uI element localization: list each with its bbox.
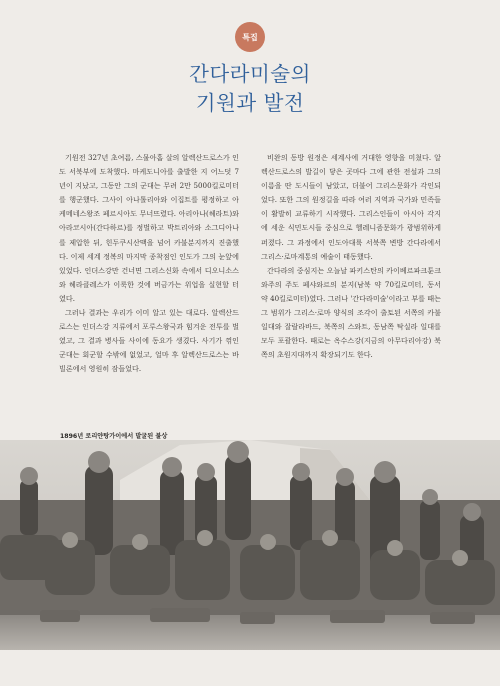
title-line-1: 간다라미술의 xyxy=(189,62,311,86)
body-paragraph: 그러나 결과는 우리가 이미 알고 있는 대로다. 알렉산드로스는 인더스강 지류에서 포루스왕국과 힘겨운 전투를 벌였고, 그 결과 병사들 사이에 동요가 생겼다. 사기가 꺾인 군대는 회군할 수밖에 없었고, 얼마 후 알렉산드로스는 바빌론에서 영원히 잠들었다. xyxy=(59,308,239,374)
article-body xyxy=(59,151,441,416)
body-paragraph: 비완의 동방 원정은 세계사에 거대한 영향을 미쳤다. 알렉산드로스의 발길이 닿은 곳마다 그에 관한 전설과 그의 이름을 딴 도시들이 남았고, 더불어 그리스문화가 각인되었다. 또한 그의 원정길을 따라 여러 지역과 국가와 민족들이 활발히 교류하기 시작했다. 그리스인들이 아시아 각지에 세운 식민도시들 중심으로 헬레니즘문화가 광범위하게 퍼졌다. 그 과정에서 인도아대륙 서북쪽 변방 간다라에서 그리스·로마계통의 예술이 태동했다. xyxy=(261,153,441,261)
body-paragraph: 기원전 327년 초여름, 스물아홉 살의 알렉산드로스가 인도 서북부에 도착했다. 마케도니아를 출발한 지 어느덧 7년이 지났고, 그동안 그의 군대는 무려 2만 5000킬로미터를 행군했다. 그사이 아나톨리아와 이집트를 평정하고 아케메네스왕조 페르시아도 무너뜨렸다. 아리아나(헤라트)와 아라코시아(간다하르)를 정벌하고 박트리아와 소그디아나를 제압한 뒤, 힌두쿠시산맥을 넘어 카불분지까지 진출했다. 이제 세계 정복의 마지막 종착점인 인도가 그의 눈앞에 있었다. 인더스강만 건너면 그리스신화 속에서 디오니소스와 헤라클레스가 이룩한 것에 버금가는 위업을 실현할 터였다. xyxy=(59,153,239,303)
title-line-2: 기원과 발전 xyxy=(195,91,305,115)
left-column xyxy=(59,151,239,416)
archival-photo-buddha-statues xyxy=(0,440,500,650)
right-column xyxy=(261,151,441,416)
section-badge: 특집 xyxy=(235,22,265,52)
body-paragraph: 간다라의 중심지는 오늘날 파키스탄의 카이베르파크툰크와주의 주도 페샤와르의 분지(남북 약 70킬로미터, 동서 약 40킬로미터)였다. 그러나 '간다라미술'이라고 부를 때는 그 범위가 그리스·로마 양식의 조각이 출토된 서쪽의 카불 일대와 잘랄라바드, 북쪽의 스와트, 동남쪽 탁실라 일대를 모두 포괄한다. 때로는 옥수스강(지금의 아무다리아강) 북쪽의 초원지대까지 확장되기도 한다. xyxy=(261,265,441,360)
article-title xyxy=(0,60,500,118)
sculpture-photo-illustration xyxy=(0,440,500,650)
photo-caption: 1896년 로리얀탕가이에서 발굴된 불상 xyxy=(60,433,168,440)
